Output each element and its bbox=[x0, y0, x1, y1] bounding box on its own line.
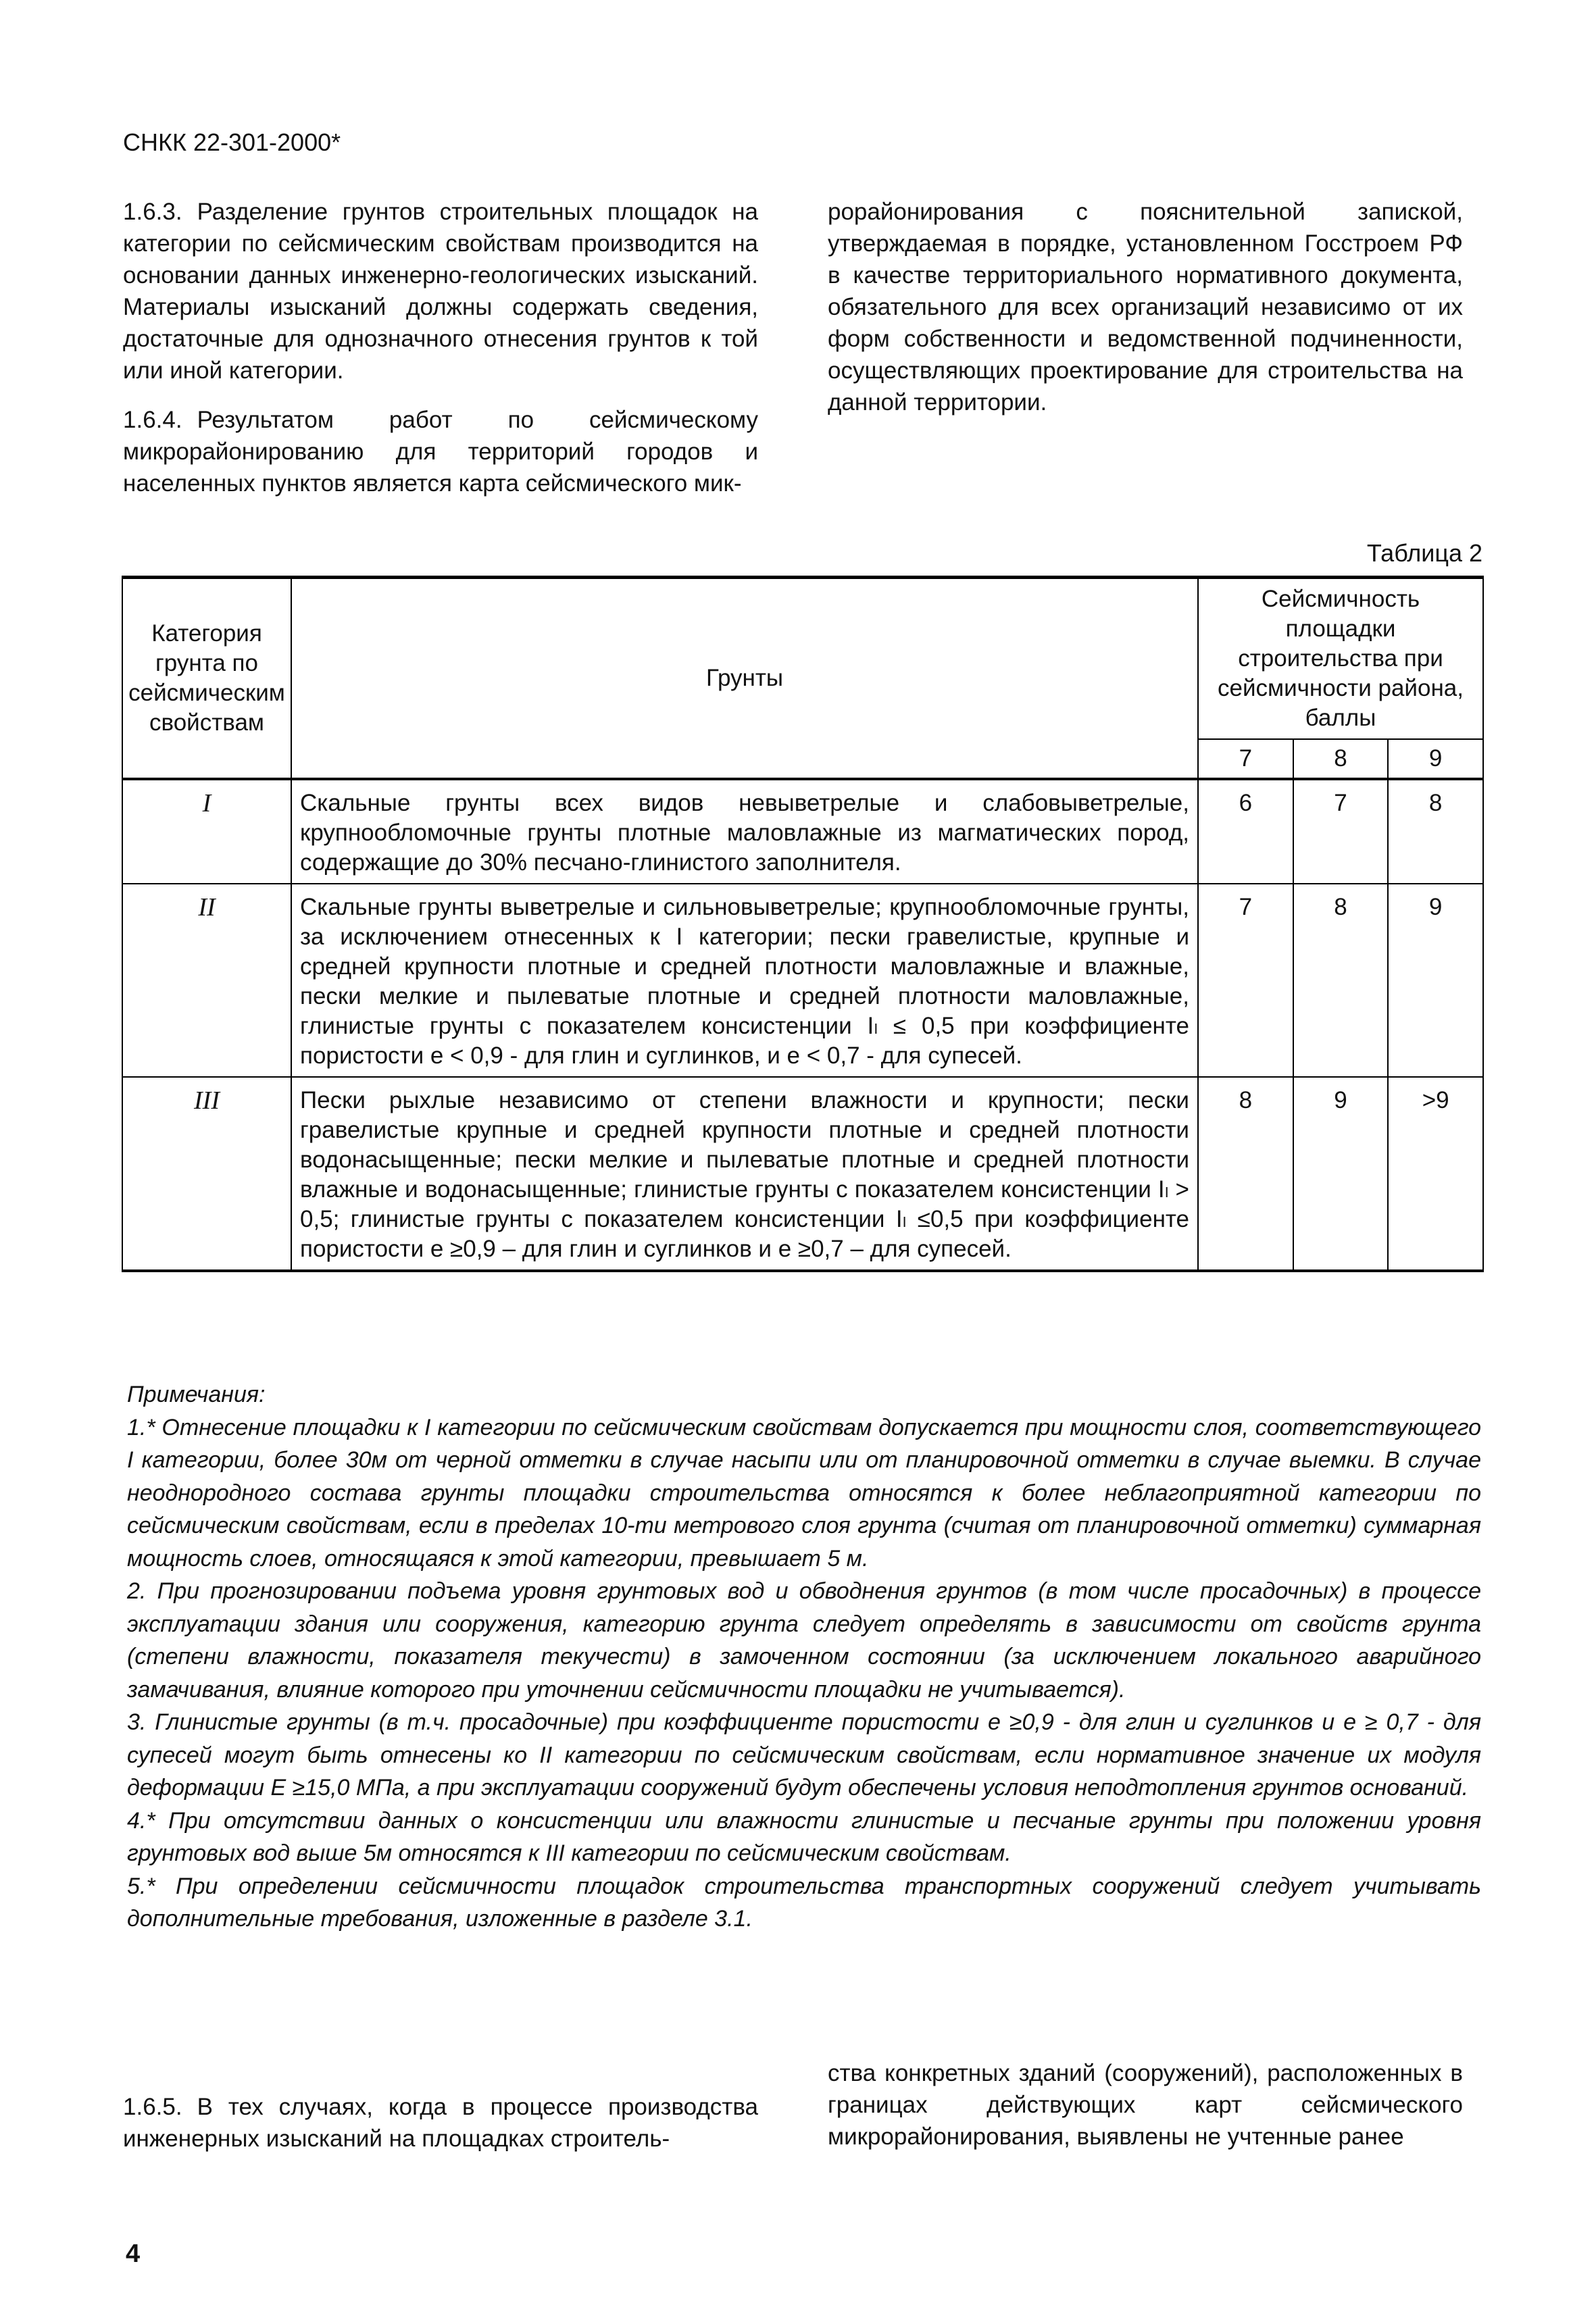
header-soils: Грунты bbox=[291, 578, 1198, 780]
paragraph-1-6-5 bbox=[123, 2091, 758, 2155]
paragraph-text: В тех случаях, когда в процессе производства инженерных изысканий на площадках строитель- bbox=[123, 2094, 758, 2152]
header-ball-9: 9 bbox=[1388, 739, 1483, 779]
value-cell-9: 9 bbox=[1388, 884, 1483, 1077]
paragraph-number: 1.6.3. bbox=[123, 199, 182, 225]
header-ball-8: 8 bbox=[1293, 739, 1389, 779]
header-ball-7: 7 bbox=[1198, 739, 1293, 779]
note-item: 5.* При определении сейсмичности площадок строительства транспортных сооружений следует учитывать дополнительные требования, изложенные в разделе 3.1. bbox=[127, 1873, 1481, 1932]
notes-title: Примечания: bbox=[127, 1382, 266, 1407]
note-item: 1.* Отнесение площадки к I категории по сейсмическим свойствам допускается при мощности слоя, соответствующего I категории, более 30м от черной отметки в случае насыпи или от планировочной отметки в случае выемки. В случае неоднородного состава грунты площадки строительства относятся к более неблагоприятной категории по сейсмическим свойствам, если в пределах 10-ти метрового слоя грунта (считая от планировочной отметки) суммарная мощность слоев, относящаяся к этой категории, превышает 5 м. bbox=[127, 1414, 1481, 1571]
note-item: 2. При прогнозировании подъема уровня грунтовых вод и обводнения грунтов (в том числе просадочных) в процессе эксплуатации здания или сооружения, категорию грунта следует определять в зависимости от свойств грунта (степени влажности, показателя текучести) в замоченном состоянии (за исключением локального аварийного замачивания, влияние которого при уточнении сейсмичности площадки не учитывается). bbox=[127, 1578, 1481, 1703]
right-column bbox=[828, 196, 1463, 436]
header-seismicity: Сейсмичность площадки строительства при сейсмичности района, баллы bbox=[1198, 578, 1483, 740]
document-code: СНКК 22-301-2000* bbox=[123, 128, 341, 156]
header-category: Категория грунта по сейсмическим свойствам bbox=[122, 578, 291, 780]
value-cell-8: 9 bbox=[1293, 1077, 1389, 1271]
category-cell: III bbox=[122, 1077, 291, 1271]
soil-category-table bbox=[122, 576, 1484, 1272]
table-caption: Таблица 2 bbox=[1366, 539, 1482, 567]
value-cell-8: 7 bbox=[1293, 779, 1389, 884]
page-number: 4 bbox=[126, 2240, 141, 2268]
paragraph-1-6-4 bbox=[123, 404, 758, 499]
soil-description-cell: Скальные грунты всех видов невыветрелые и слабовыветрелые, крупнообломочные грунты плотные маловлажные из магматических пород, содержащие до 30% песчано-глинистого заполнителя. bbox=[291, 779, 1198, 884]
paragraph-text: Разделение грунтов строительных площадок на категории по сейсмическим свойствам производится на основании данных инженерно-геологических изысканий. Материалы изысканий должны содержать сведения, достаточные для однозначного отнесения грунтов к той или иной категории. bbox=[123, 199, 758, 384]
note-item: 4.* При отсутствии данных о консистенции или влажности глинистые и песчаные грунты при положении уровня грунтовых вод выше 5м относятся к III категории по сейсмическим свойствам. bbox=[127, 1807, 1481, 1866]
note-item: 3. Глинистые грунты (в т.ч. просадочные) при коэффициенте пористости е ≥0,9 - для глин и суглинков и е ≥ 0,7 - для супесей могут быть отнесены ко II категории по сейсмическим свойствам, если нормативное значение их модуля деформации Е ≥15,0 МПа, а при эксплуатации сооружений будут обеспечены условия неподтопления грунтов оснований. bbox=[127, 1709, 1481, 1801]
table-row bbox=[122, 779, 1483, 884]
value-cell-7: 6 bbox=[1198, 779, 1293, 884]
category-cell: II bbox=[122, 884, 291, 1077]
soil-description-cell: Скальные грунты выветрелые и сильновыветрелые; крупнообломочные грунты, за исключением отнесенных к I категории; пески гравелистые, крупные и средней крупности плотные и средней плотности маловлажные и влажные, пески мелкие и пылеватые плотные и средней плотности маловлажные, глинистые грунты с показателем консистенции Iₗ ≤ 0,5 при коэффициенте пористости е < 0,9 - для глин и суглинков, и е < 0,7 - для супесей. bbox=[291, 884, 1198, 1077]
table-row bbox=[122, 1077, 1483, 1271]
paragraph-1-6-3 bbox=[123, 196, 758, 386]
table-row bbox=[122, 884, 1483, 1077]
value-cell-7: 7 bbox=[1198, 884, 1293, 1077]
value-cell-8: 8 bbox=[1293, 884, 1389, 1077]
value-cell-9: 8 bbox=[1388, 779, 1483, 884]
notes-section bbox=[127, 1378, 1481, 1936]
value-cell-9: >9 bbox=[1388, 1077, 1483, 1271]
value-cell-7: 8 bbox=[1198, 1077, 1293, 1271]
paragraph-text: Результатом работ по сейсмическому микрорайонированию для территорий городов и населенных пунктов является карта сейсмического мик- bbox=[123, 407, 758, 497]
paragraph-number: 1.6.5. bbox=[123, 2094, 182, 2120]
soil-description-cell: Пески рыхлые независимо от степени влажности и крупности; пески гравелистые крупные и средней крупности плотные и средней плотности водонасыщенные; пески мелкие и пылеватые плотные и средней плотности влажные и водонасыщенные; глинистые грунты с показателем консистенции Iₗ > 0,5; глинистые грунты с показателем консистенции Iₗ ≤0,5 при коэффициенте пористости е ≥0,9 – для глин и суглинков и е ≥0,7 – для супесей. bbox=[291, 1077, 1198, 1271]
paragraph-number: 1.6.4. bbox=[123, 407, 182, 433]
paragraph-continuation: рорайонирования с пояснительной запиской, утверждаемая в порядке, установленном Госстроем РФ в качестве территориального нормативного документа, обязательного для всех организаций независимо от их форм собственности и ведомственной подчиненности, осуществляющих проектирование для строительства на данной территории. bbox=[828, 199, 1463, 416]
paragraph-continuation-bottom: ства конкретных зданий (сооружений), расположенных в границах действующих карт сейсмического микрорайонирования, выявлены не учтенные ранее bbox=[828, 2060, 1463, 2150]
category-cell: I bbox=[122, 779, 291, 884]
left-column bbox=[123, 196, 758, 517]
